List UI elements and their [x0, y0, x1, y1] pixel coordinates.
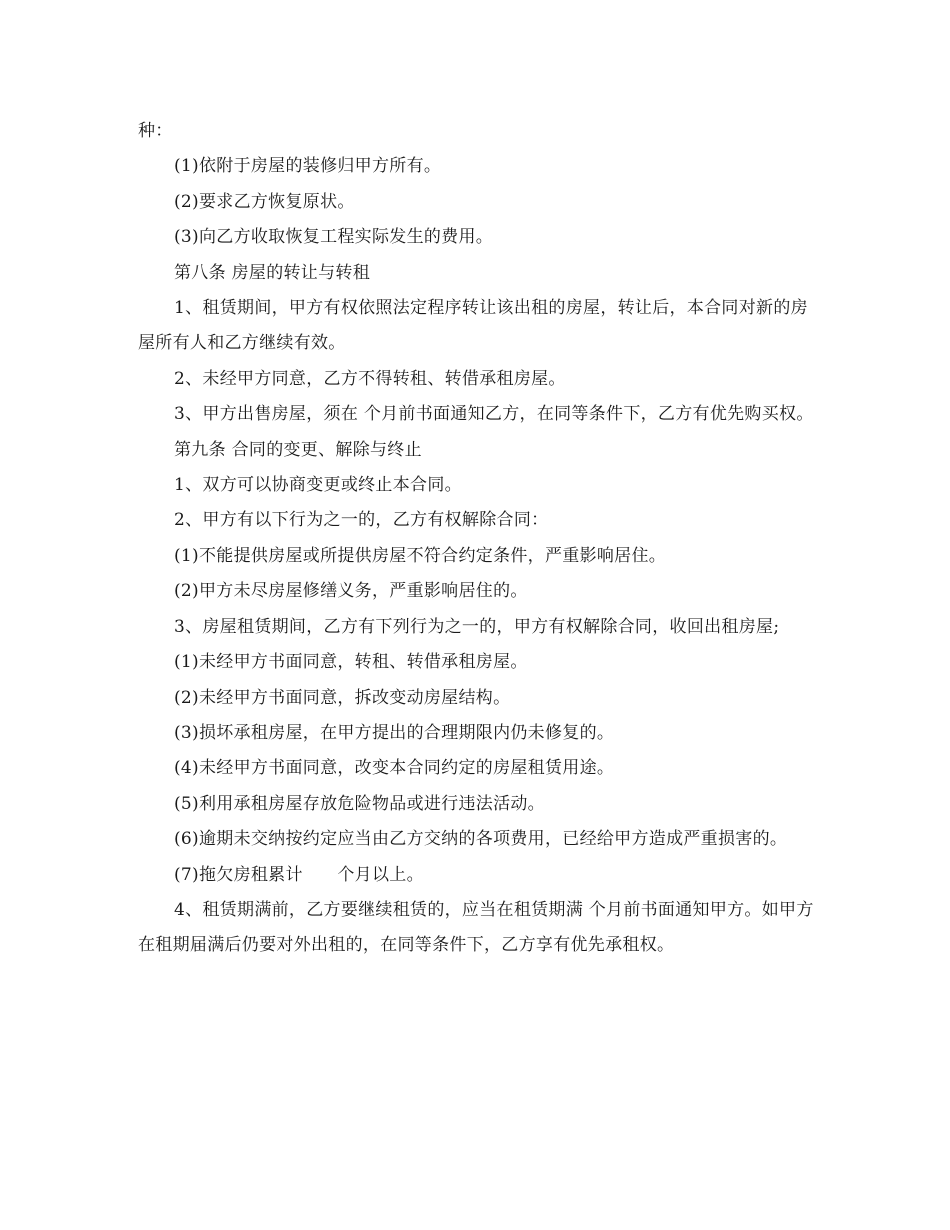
paragraph: (2)要求乙方恢复原状。 [174, 191, 355, 212]
paragraph: (2)未经甲方书面同意，拆改变动房屋结构。 [174, 687, 511, 708]
paragraph: (5)利用承租房屋存放危险物品或进行违法活动。 [174, 793, 545, 814]
paragraph: 1、租赁期间，甲方有权依照法定程序转让该出租的房屋，转让后，本合同对新的房屋所有人和乙方继续有效。 [138, 298, 808, 354]
paragraph: (2)甲方未尽房屋修缮义务，严重影响居住的。 [174, 581, 528, 602]
paragraph: 3、甲方出售房屋，须在 个月前书面通知乙方，在同等条件下，乙方有优先购买权。 [174, 404, 814, 425]
paragraph: 2、未经甲方同意，乙方不得转租、转借承租房屋。 [174, 368, 566, 389]
paragraph: 2、甲方有以下行为之一的，乙方有权解除合同： [174, 510, 549, 531]
paragraph: (1)不能提供房屋或所提供房屋不符合约定条件，严重影响居住。 [174, 545, 667, 566]
paragraph: (3)向乙方收取恢复工程实际发生的费用。 [174, 227, 494, 248]
paragraph: 4、租赁期满前，乙方要继续租赁的，应当在租赁期满 个月前书面通知甲方。如甲方在租期届满后仍要对外出租的，在同等条件下，乙方享有优先承租权。 [138, 899, 814, 956]
paragraph: (4)未经甲方书面同意，改变本合同约定的房屋租赁用途。 [174, 758, 615, 779]
paragraph: 1、双方可以协商变更或终止本合同。 [174, 475, 462, 496]
paragraph: 种： [138, 121, 173, 141]
paragraph: (3)损坏承租房屋，在甲方提出的合理期限内仍未修复的。 [174, 722, 615, 743]
paragraph: 3、房屋租赁期间，乙方有下列行为之一的，甲方有权解除合同，收回出租房屋; [174, 616, 780, 637]
paragraph: (6)逾期未交纳按约定应当由乙方交纳的各项费用，已经给甲方造成严重损害的。 [174, 829, 788, 850]
document-body [138, 114, 818, 964]
paragraph: (7)拖欠房租累计 个月以上。 [174, 864, 424, 885]
section-heading: 第八条 房屋的转让与转租 [174, 262, 371, 283]
paragraph: (1)未经甲方书面同意，转租、转借承租房屋。 [174, 652, 528, 673]
section-heading: 第九条 合同的变更、解除与终止 [174, 439, 422, 460]
paragraph: (1)依附于房屋的装修归甲方所有。 [174, 156, 442, 177]
